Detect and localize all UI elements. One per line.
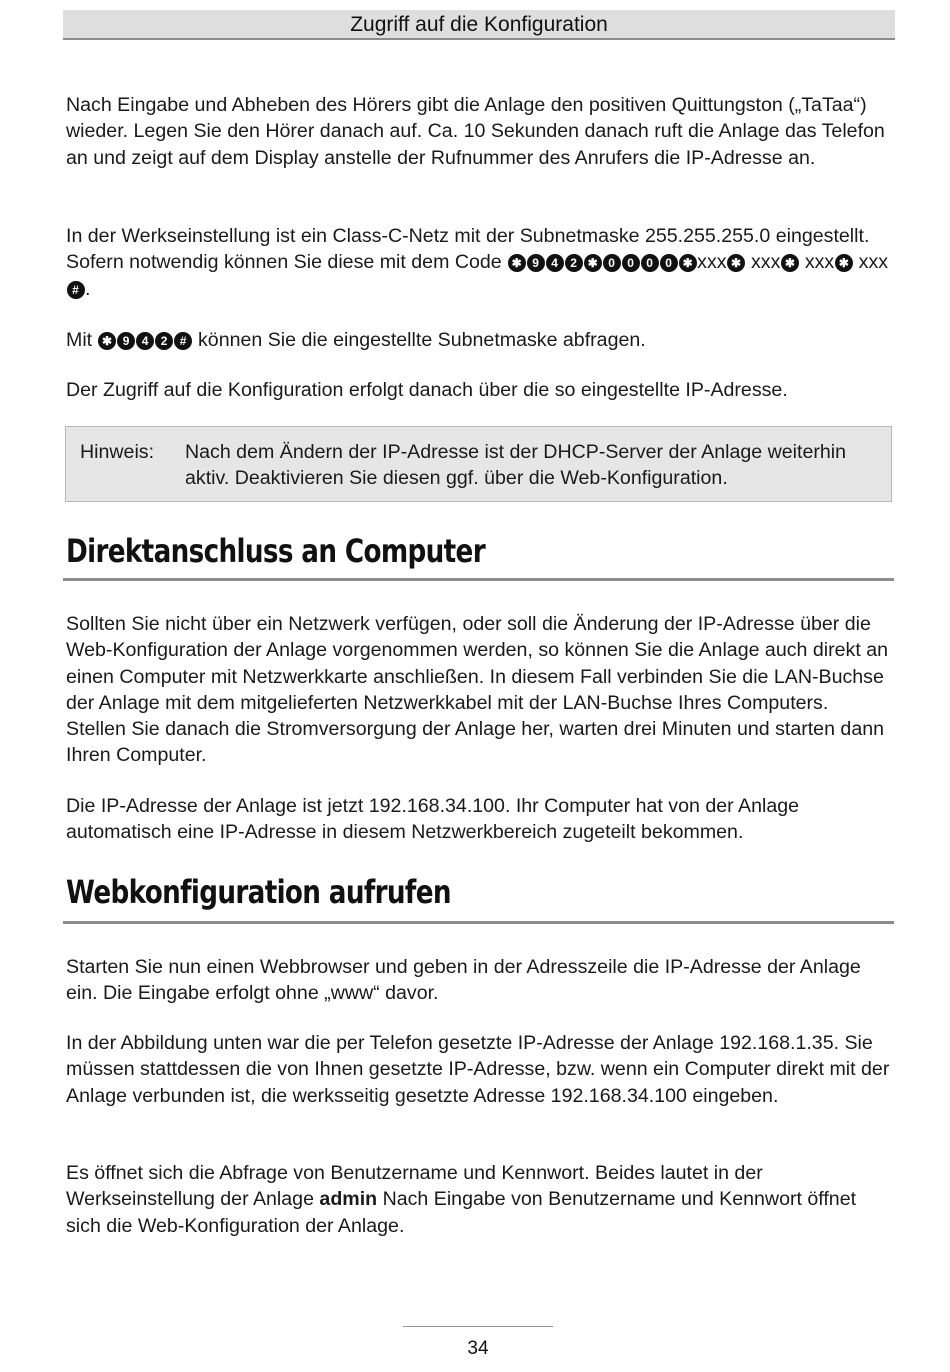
- subnet-code-keys: [507, 251, 697, 273]
- keypad-4-icon: 4: [546, 254, 564, 272]
- keypad-0-icon: 0: [603, 254, 621, 272]
- code-placeholder: xxx: [750, 251, 781, 274]
- page-number: 34: [467, 1338, 489, 1359]
- section-title-webkonfiguration: Webkonfiguration aufrufen: [66, 873, 451, 911]
- intro-paragraph-1: Nach Eingabe und Abheben des Hörers gibt die Anlage den positiven Quittungston („TaTaa“) wieder. Legen Sie den Hörer danach auf. Ca. 10 Sekunden danach ruft die Anlage das Telefon an und zeigt auf dem Display anstelle der Rufnummer des Anrufers die IP-Adresse an.: [66, 94, 885, 169]
- intro-paragraph-2: [66, 223, 890, 302]
- keypad-4-icon: 4: [136, 332, 154, 350]
- keypad-0-icon: 0: [660, 254, 678, 272]
- header-title: Zugriff auf die Konfiguration: [350, 13, 608, 36]
- keypad-star-icon: ✱: [508, 254, 526, 272]
- section2-paragraph-2: In der Abbildung unten war die per Telefon gesetzte IP-Adresse der Anlage 192.168.1.35. Sie müssen stattdessen die von Ihnen gesetzte IP-Adresse, bzw. wenn ein Computer direkt mit der Anlage verbunden ist, die werksseitig gesetzte Adresse 192.168.34.100 eingeben.: [66, 1032, 890, 1107]
- section1-paragraph-1: Sollten Sie nicht über ein Netzwerk verfügen, oder soll die Änderung der IP-Adresse über die Web-Konfiguration der Anlage vorgenommen werden, so können Sie die Anlage auch direkt an einen Computer mit Netzwerkkarte anschließen. In diesem Fall verbinden Sie die LAN-Buchse der Anlage mit dem mitgelieferten Netzwerkkabel mit der LAN-Buchse Ihres Computers. Stellen Sie danach die Stromversorgung der Anlage her, warten drei Minuten und starten dann Ihren Computer.: [66, 613, 889, 767]
- intro-paragraph-4: Der Zugriff auf die Konfiguration erfolgt danach über die so eingestellte IP-Adresse.: [66, 379, 788, 401]
- keypad-hash-icon: #: [174, 332, 192, 350]
- code-placeholder: xxx: [697, 251, 727, 274]
- section2-paragraph-3-lead: Es öffnet sich die Abfrage von Benutzername und Kennwort. Beides lautet in der Werkseinstellung der Anlage: [66, 1162, 763, 1211]
- note-label: Hinweis:: [80, 441, 155, 463]
- section-divider: [63, 578, 894, 581]
- section2-paragraph-3-tail: Nach Eingabe von Benutzername und Kennwort öffnet sich die Web-Konfiguration der Anlage.: [66, 1188, 857, 1237]
- footer-divider: [403, 1326, 553, 1327]
- code-placeholder: xxx: [804, 251, 835, 274]
- intro-paragraph-3-lead: Mit: [66, 329, 98, 351]
- keypad-star-icon: ✱: [98, 332, 116, 350]
- keypad-9-icon: 9: [527, 254, 545, 272]
- section-divider: [63, 921, 894, 924]
- page-header: [63, 10, 895, 40]
- keypad-9-icon: 9: [117, 332, 135, 350]
- section1-paragraph-2: Die IP-Adresse der Anlage ist jetzt 192.168.34.100. Ihr Computer hat von der Anlage automatisch eine IP-Adresse in diesem Netzwerkbereich zugeteilt bekommen.: [66, 795, 800, 844]
- keypad-star-icon: ✱: [584, 254, 602, 272]
- keypad-0-icon: 0: [622, 254, 640, 272]
- section2-paragraph-1: Starten Sie nun einen Webbrowser und geben in der Adresszeile die IP-Adresse der Anlage ein. Die Eingabe erfolgt ohne „www“ davor.: [66, 956, 861, 1005]
- sentence-end: .: [85, 277, 91, 300]
- keypad-star-icon: ✱: [835, 254, 853, 272]
- keypad-0-icon: 0: [641, 254, 659, 272]
- intro-paragraph-2-text: In der Werkseinstellung ist ein Class-C-Netz mit der Subnetmaske 255.255.255.0 eingestellt. Sofern notwendig können Sie diese mit dem Code: [66, 225, 870, 274]
- keypad-star-icon: ✱: [727, 254, 745, 272]
- section-title-direktanschluss: Direktanschluss an Computer: [66, 532, 485, 570]
- note-box: [65, 426, 892, 502]
- note-text: Nach dem Ändern der IP-Adresse ist der DHCP-Server der Anlage weiterhin aktiv. Deaktivieren Sie diesen ggf. über die Web-Konfiguration.: [185, 441, 847, 490]
- keypad-2-icon: 2: [155, 332, 173, 350]
- default-credentials: admin: [319, 1188, 378, 1211]
- keypad-star-icon: ✱: [679, 254, 697, 272]
- intro-paragraph-3: [66, 327, 890, 353]
- keypad-star-icon: ✱: [781, 254, 799, 272]
- keypad-2-icon: 2: [565, 254, 583, 272]
- section2-paragraph-3: [66, 1160, 890, 1239]
- keypad-hash-icon: #: [67, 281, 85, 299]
- code-placeholder: xxx: [858, 251, 889, 274]
- intro-paragraph-3-tail: können Sie die eingestellte Subnetmaske abfragen.: [192, 329, 646, 351]
